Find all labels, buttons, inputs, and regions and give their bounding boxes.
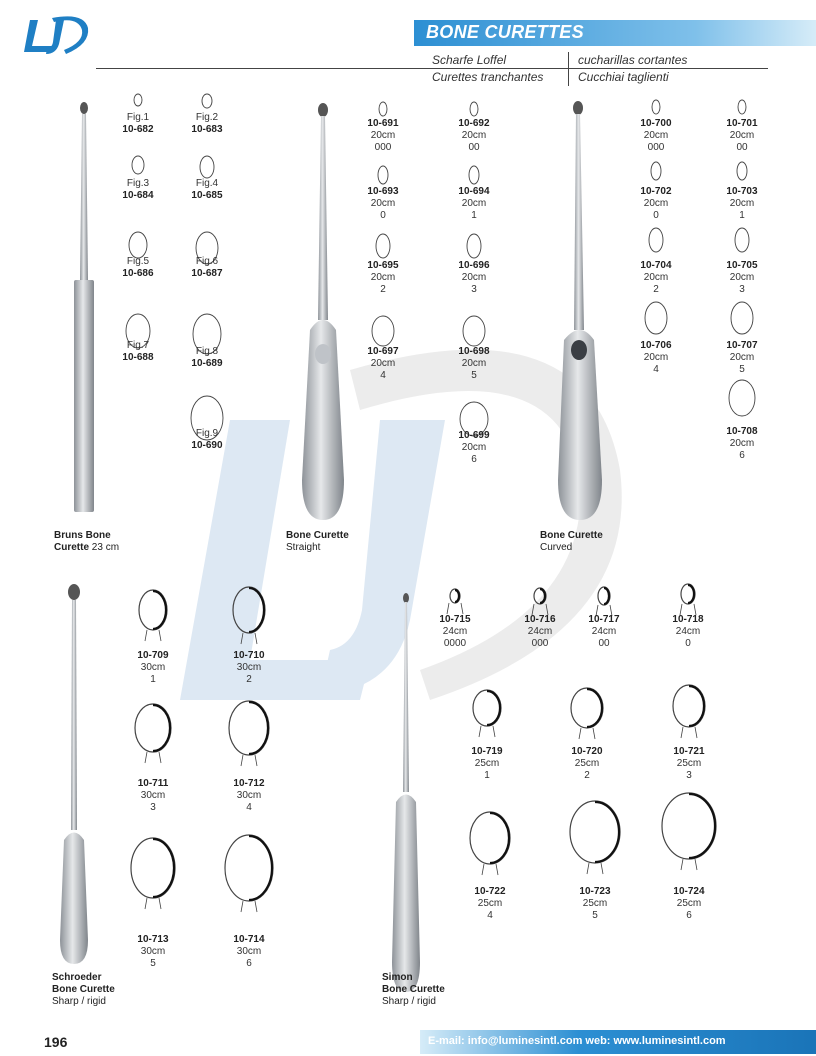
straight-10-697-size: 4 (380, 370, 386, 381)
curved-10-700-code: 10-700 (640, 118, 672, 129)
simon-curette-image (388, 592, 424, 994)
simon-10-723-outline (567, 798, 623, 876)
simon-10-715-outline (447, 586, 463, 616)
curved-10-706-len: 20cm (643, 352, 669, 363)
fig-2-outline (199, 91, 215, 111)
curved-10-706-outline (642, 299, 670, 337)
bruns-fig-5-code: 10-686 (122, 268, 154, 279)
schroeder-10-713-label (123, 934, 183, 970)
schroeder-10-712-size: 4 (246, 802, 252, 813)
bruns-fig-4-fig: Fig.4 (195, 178, 219, 189)
simon-10-717-size: 00 (598, 638, 610, 649)
simon-10-718-outline (678, 581, 698, 617)
straight-10-692-label (444, 118, 504, 154)
straight-10-696-size: 3 (471, 284, 477, 295)
simon-10-722-outline (467, 809, 513, 877)
simon-10-720-outline (568, 685, 606, 741)
simon-10-716-code: 10-716 (524, 614, 556, 625)
straight-10-693-len: 20cm (370, 198, 396, 209)
schroeder-10-713-code: 10-713 (137, 934, 169, 945)
bruns-fig-6-label (177, 256, 237, 280)
simon-10-723-size: 5 (592, 910, 598, 921)
straight-10-692-code: 10-692 (458, 118, 490, 129)
simon-10-718-code: 10-718 (672, 614, 704, 625)
curved-10-704-outline (646, 225, 666, 255)
straight-10-691-len: 20cm (370, 130, 396, 141)
simon-10-715-size: 0000 (443, 638, 467, 649)
straight-10-695-label (353, 260, 413, 296)
page-title: BONE CURETTES (426, 22, 584, 42)
schroeder-10-710-size: 2 (246, 674, 252, 685)
straight-10-691-size: 000 (374, 142, 392, 153)
simon-10-717-label (574, 614, 634, 650)
straight-10-692-size: 00 (468, 142, 480, 153)
curved-10-701-outline (735, 97, 749, 117)
straight-10-699-len: 20cm (461, 442, 487, 453)
curved-10-700-size: 000 (647, 142, 665, 153)
straight-10-691-outline (376, 99, 390, 119)
curved-10-702-outline (648, 159, 664, 183)
schroeder-10-709-outline (136, 587, 170, 643)
schroeder-10-712-label (219, 778, 279, 814)
curved-curette-image (552, 100, 608, 522)
bruns-fig-3-fig: Fig.3 (126, 178, 150, 189)
straight-10-694-outline (466, 163, 482, 187)
bruns-fig-5-label (108, 256, 168, 280)
straight-10-694-size: 1 (471, 210, 477, 221)
simon-10-722-code: 10-722 (474, 886, 506, 897)
schroeder-10-710-outline (230, 584, 268, 646)
schroeder-10-713-outline (128, 835, 178, 911)
simon-10-716-len: 24cm (527, 626, 553, 637)
bruns-fig-2-label (177, 112, 237, 136)
simon-10-715-code: 10-715 (439, 614, 471, 625)
curved-caption-name: Bone Curette (540, 530, 603, 541)
schroeder-10-709-len: 30cm (140, 662, 166, 673)
curved-10-700-label (626, 118, 686, 154)
bruns-fig-9-code: 10-690 (191, 440, 223, 451)
simon-10-723-len: 25cm (582, 898, 608, 909)
footer-contact: E-mail: info@luminesintl.com web: www.luminesintl.com (428, 1035, 726, 1047)
simon-10-721-size: 3 (686, 770, 692, 781)
schroeder-10-714-label (219, 934, 279, 970)
curved-10-700-len: 20cm (643, 130, 669, 141)
curved-10-706-size: 4 (653, 364, 659, 375)
simon-caption-sub: Sharp / rigid (382, 996, 436, 1007)
straight-10-695-size: 2 (380, 284, 386, 295)
bruns-fig-7-code: 10-688 (122, 352, 154, 363)
simon-10-724-label (659, 886, 719, 922)
straight-10-698-outline (460, 313, 488, 349)
simon-10-719-code: 10-719 (471, 746, 503, 757)
subtitle-spanish: cucharillas cortantes (578, 53, 688, 67)
simon-10-719-label (457, 746, 517, 782)
curved-10-704-label (626, 260, 686, 296)
company-logo (22, 14, 94, 56)
straight-10-693-code: 10-693 (367, 186, 399, 197)
curved-10-705-size: 3 (739, 284, 745, 295)
straight-10-697-outline (369, 313, 397, 349)
schroeder-10-711-code: 10-711 (137, 778, 169, 789)
curved-10-707-code: 10-707 (726, 340, 758, 351)
schroeder-caption-name2: Bone Curette (52, 984, 115, 995)
simon-10-721-len: 25cm (676, 758, 702, 769)
simon-10-716-label (510, 614, 570, 650)
simon-10-720-size: 2 (584, 770, 590, 781)
fig-4-outline (197, 153, 217, 181)
curved-10-705-len: 20cm (729, 272, 755, 283)
simon-10-716-size: 000 (531, 638, 549, 649)
curved-10-704-code: 10-704 (640, 260, 672, 271)
simon-10-717-code: 10-717 (588, 614, 620, 625)
curved-10-703-outline (734, 159, 750, 183)
bruns-fig-8-code: 10-689 (191, 358, 223, 369)
straight-10-698-code: 10-698 (458, 346, 490, 357)
simon-10-718-len: 24cm (675, 626, 701, 637)
simon-10-717-len: 24cm (591, 626, 617, 637)
schroeder-10-711-size: 3 (150, 802, 156, 813)
straight-10-693-label (353, 186, 413, 222)
simon-10-723-code: 10-723 (579, 886, 611, 897)
straight-10-695-code: 10-695 (367, 260, 399, 271)
bruns-caption-name: Bruns Bone (54, 530, 111, 541)
straight-10-696-label (444, 260, 504, 296)
schroeder-10-714-len: 30cm (236, 946, 262, 957)
straight-10-694-label (444, 186, 504, 222)
schroeder-10-709-code: 10-709 (137, 650, 169, 661)
schroeder-10-712-code: 10-712 (233, 778, 265, 789)
straight-10-697-len: 20cm (370, 358, 396, 369)
simon-10-721-outline (670, 682, 708, 740)
simon-10-721-code: 10-721 (673, 746, 705, 757)
straight-10-699-size: 6 (471, 454, 477, 465)
simon-10-718-label (658, 614, 718, 650)
bruns-fig-7-label (108, 340, 168, 364)
curved-10-708-len: 20cm (729, 438, 755, 449)
bruns-fig-6-fig: Fig.6 (195, 256, 219, 267)
schroeder-10-712-outline (226, 698, 272, 768)
curved-10-703-code: 10-703 (726, 186, 758, 197)
simon-caption-name2: Bone Curette (382, 984, 445, 995)
curved-10-705-code: 10-705 (726, 260, 758, 271)
straight-10-693-size: 0 (380, 210, 386, 221)
straight-10-692-len: 20cm (461, 130, 487, 141)
straight-10-694-code: 10-694 (458, 186, 490, 197)
simon-caption-name: Simon (382, 972, 413, 983)
curved-10-703-len: 20cm (729, 198, 755, 209)
curved-caption-sub: Curved (540, 542, 573, 553)
straight-10-698-size: 5 (471, 370, 477, 381)
simon-10-720-code: 10-720 (571, 746, 603, 757)
straight-caption-name: Bone Curette (286, 530, 349, 541)
bruns-fig-4-label (177, 178, 237, 202)
curved-10-707-label (712, 340, 772, 376)
bruns-fig-3-label (108, 178, 168, 202)
straight-10-698-label (444, 346, 504, 382)
schroeder-curette-image (56, 580, 92, 966)
schroeder-caption-name: Schroeder (52, 972, 102, 983)
simon-10-715-label (425, 614, 485, 650)
straight-10-699-code: 10-699 (458, 430, 490, 441)
simon-10-716-outline (531, 585, 549, 617)
bruns-caption-name2: Curette (54, 542, 90, 553)
curved-10-702-size: 0 (653, 210, 659, 221)
header-rule (96, 68, 768, 69)
schroeder-10-710-code: 10-710 (233, 650, 265, 661)
simon-10-722-len: 25cm (477, 898, 503, 909)
simon-10-720-label (557, 746, 617, 782)
simon-10-723-label (565, 886, 625, 922)
straight-10-699-label (444, 430, 504, 466)
curved-10-701-size: 00 (736, 142, 748, 153)
curved-10-704-size: 2 (653, 284, 659, 295)
straight-10-696-outline (464, 231, 484, 261)
bruns-fig-2-code: 10-683 (191, 124, 223, 135)
bruns-fig-3-code: 10-684 (122, 190, 154, 201)
simon-10-720-len: 25cm (574, 758, 600, 769)
subtitle-french: Curettes tranchantes (432, 70, 544, 84)
simon-10-721-label (659, 746, 719, 782)
curved-10-703-size: 1 (739, 210, 745, 221)
straight-10-693-outline (375, 163, 391, 187)
straight-10-694-len: 20cm (461, 198, 487, 209)
fig-1-outline (131, 91, 145, 109)
curved-10-706-label (626, 340, 686, 376)
fig-3-outline (129, 153, 147, 177)
schroeder-10-713-size: 5 (150, 958, 156, 969)
curved-10-707-len: 20cm (729, 352, 755, 363)
bruns-fig-4-code: 10-685 (191, 190, 223, 201)
straight-10-696-len: 20cm (461, 272, 487, 283)
curved-10-708-outline (726, 377, 758, 419)
curved-10-702-label (626, 186, 686, 222)
straight-caption-sub: Straight (286, 542, 321, 553)
bruns-fig-6-code: 10-687 (191, 268, 223, 279)
bruns-fig-7-fig: Fig.7 (126, 340, 150, 351)
simon-10-724-len: 25cm (676, 898, 702, 909)
simon-10-719-len: 25cm (474, 758, 500, 769)
schroeder-10-709-size: 1 (150, 674, 156, 685)
simon-10-724-code: 10-724 (673, 886, 705, 897)
straight-10-696-code: 10-696 (458, 260, 490, 271)
bruns-fig-1-fig: Fig.1 (126, 112, 150, 123)
simon-10-724-outline (659, 790, 719, 872)
simon-10-717-outline (595, 584, 613, 618)
bruns-fig-8-label (177, 346, 237, 370)
straight-10-697-code: 10-697 (367, 346, 399, 357)
simon-10-722-label (460, 886, 520, 922)
schroeder-10-712-len: 30cm (236, 790, 262, 801)
straight-10-697-label (353, 346, 413, 382)
bruns-curette-image (66, 100, 102, 520)
schroeder-10-714-outline (222, 832, 276, 914)
simon-10-715-len: 24cm (442, 626, 468, 637)
curved-10-701-code: 10-701 (726, 118, 758, 129)
subtitle-german: Scharfe Loffel (432, 53, 507, 67)
simon-10-724-size: 6 (686, 910, 692, 921)
straight-10-692-outline (467, 99, 481, 119)
curved-10-701-label (712, 118, 772, 154)
schroeder-10-714-size: 6 (246, 958, 252, 969)
subtitle-italian: Cucchiai taglienti (578, 70, 669, 84)
schroeder-caption-sub: Sharp / rigid (52, 996, 106, 1007)
curved-10-708-size: 6 (739, 450, 745, 461)
straight-curette-image (296, 100, 350, 522)
curved-10-708-label (712, 426, 772, 462)
header-divider (568, 52, 569, 86)
bruns-fig-5-fig: Fig.5 (126, 256, 150, 267)
simon-10-719-size: 1 (484, 770, 490, 781)
curved-10-701-len: 20cm (729, 130, 755, 141)
bruns-caption-size: 23 cm (91, 542, 120, 553)
schroeder-10-713-len: 30cm (140, 946, 166, 957)
bruns-fig-9-fig: Fig.9 (195, 428, 219, 439)
bruns-fig-1-code: 10-682 (122, 124, 154, 135)
curved-10-707-outline (728, 299, 756, 337)
straight-10-691-label (353, 118, 413, 154)
curved-10-704-len: 20cm (643, 272, 669, 283)
simon-10-718-size: 0 (685, 638, 691, 649)
curved-10-707-size: 5 (739, 364, 745, 375)
curved-10-702-len: 20cm (643, 198, 669, 209)
schroeder-10-711-len: 30cm (140, 790, 166, 801)
schroeder-10-711-label (123, 778, 183, 814)
bruns-fig-2-fig: Fig.2 (195, 112, 219, 123)
bruns-fig-9-label (177, 428, 237, 452)
bruns-fig-1-label (108, 112, 168, 136)
bruns-fig-8-fig: Fig.8 (195, 346, 219, 357)
curved-10-705-outline (732, 225, 752, 255)
curved-10-702-code: 10-702 (640, 186, 672, 197)
simon-10-722-size: 4 (487, 910, 493, 921)
schroeder-10-710-len: 30cm (236, 662, 262, 673)
curved-10-700-outline (649, 97, 663, 117)
schroeder-10-714-code: 10-714 (233, 934, 265, 945)
schroeder-10-710-label (219, 650, 279, 686)
curved-10-705-label (712, 260, 772, 296)
simon-10-719-outline (470, 687, 504, 739)
straight-10-695-len: 20cm (370, 272, 396, 283)
schroeder-10-711-outline (132, 701, 174, 765)
straight-10-698-len: 20cm (461, 358, 487, 369)
straight-10-695-outline (373, 231, 393, 261)
curved-10-708-code: 10-708 (726, 426, 758, 437)
curved-10-703-label (712, 186, 772, 222)
straight-10-691-code: 10-691 (367, 118, 399, 129)
schroeder-10-709-label (123, 650, 183, 686)
curved-10-706-code: 10-706 (640, 340, 672, 351)
page-number: 196 (44, 1034, 68, 1050)
